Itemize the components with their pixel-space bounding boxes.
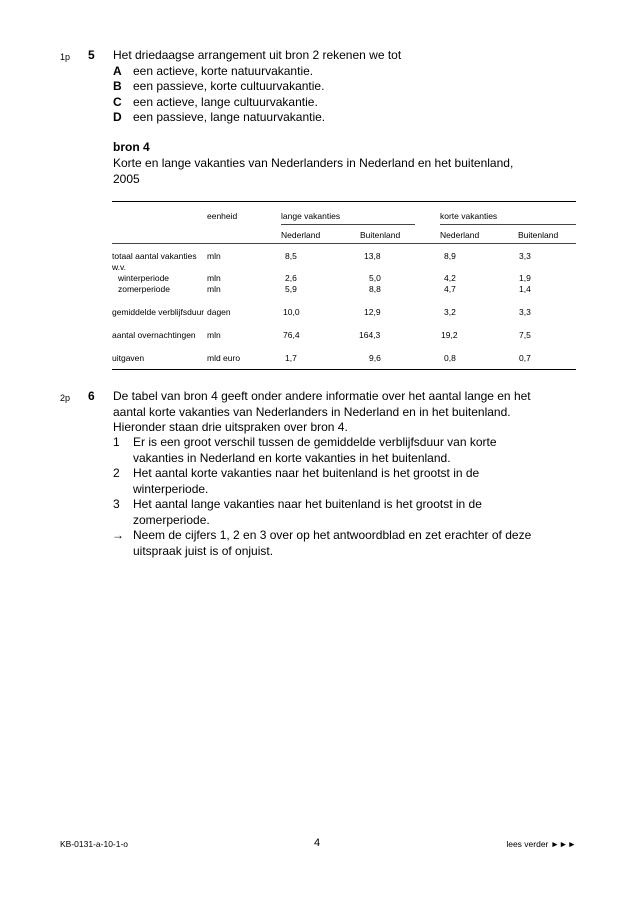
table-col-long-bl: Buitenland (360, 230, 401, 240)
q5-option-a-text: een actieve, korte natuurvakantie. (133, 64, 314, 78)
statement-1-line2: vakanties in Nederland en korte vakanties in het buitenland. (133, 451, 451, 465)
footer-exam-code: KB-0131-a-10-1-o (60, 839, 129, 849)
q5-option-b-letter: B (113, 79, 122, 93)
q6-intro-line1: De tabel van bron 4 geeft onder andere informatie over het aantal lange en het (113, 389, 531, 403)
row-unit-verblijfsduur: dagen (207, 307, 231, 317)
row-unit-winter: mln (207, 273, 221, 283)
source-title: bron 4 (113, 140, 150, 154)
table-cell: 4,7 (444, 284, 456, 294)
row-label-verblijfsduur: gemiddelde verblijfsduur (112, 307, 205, 317)
table-cell: 5,9 (285, 284, 297, 294)
row-label-zomer: zomerperiode (118, 284, 170, 294)
table-cell: 3,3 (519, 307, 531, 317)
row-unit-uitgaven: mld euro (207, 353, 241, 363)
statement-3-line1: Het aantal lange vakanties naar het buitenland is het grootst in de (133, 497, 482, 511)
row-unit-zomer: mln (207, 284, 221, 294)
q6-points: 2p (60, 393, 71, 403)
table-cell: 1,9 (519, 273, 531, 283)
table-cell: 8,9 (444, 251, 456, 261)
row-label-wv: w.v. (112, 262, 127, 272)
q5-option-c-text: een actieve, lange cultuurvakantie. (133, 95, 318, 109)
statement-2-line1: Het aantal korte vakanties naar het buitenland is het grootst in de (133, 466, 480, 480)
table-cell: 8,5 (285, 251, 297, 261)
source-caption-line2: 2005 (113, 172, 140, 186)
q5-stem: Het driedaagse arrangement uit bron 2 rekenen we tot (113, 48, 402, 62)
table-cell: 3,3 (519, 251, 531, 261)
row-label-winter: winterperiode (118, 273, 170, 283)
statement-2-line2: winterperiode. (133, 482, 209, 496)
q6-instruction-line2: uitspraak juist is of onjuist. (133, 544, 274, 558)
footer-page-number: 4 (314, 837, 321, 849)
table-cell: 3,2 (444, 307, 456, 317)
row-unit-overnachtingen: mln (207, 330, 221, 340)
q5-option-b-text: een passieve, korte cultuurvakantie. (133, 79, 325, 93)
statement-3-line2: zomerperiode. (133, 513, 210, 527)
q5-points: 1p (60, 52, 71, 62)
table-cell: 9,6 (369, 353, 381, 363)
table-cell: 19,2 (441, 330, 458, 340)
q5-option-d-letter: D (113, 110, 122, 124)
table-group-rule-short (440, 224, 576, 225)
table-header-rule (112, 243, 576, 244)
q6-number: 6 (88, 389, 95, 403)
statement-1-line1: Er is een groot verschil tussen de gemiddelde verblijfsduur van korte (133, 435, 497, 449)
table-top-rule (112, 201, 576, 202)
table-cell: 1,4 (519, 284, 531, 294)
table-cell: 5,0 (369, 273, 381, 283)
table-header-long: lange vakanties (281, 211, 341, 221)
table-cell: 76,4 (283, 330, 300, 340)
statement-2-number: 2 (113, 466, 120, 480)
statement-1-number: 1 (113, 435, 120, 449)
table-cell: 1,7 (285, 353, 297, 363)
q5-option-c-letter: C (113, 95, 122, 109)
table-cell: 10,0 (283, 307, 300, 317)
table-col-long-nl: Nederland (281, 230, 321, 240)
table-cell: 2,6 (285, 273, 297, 283)
row-label-totaal: totaal aantal vakanties (112, 251, 197, 261)
q5-option-d-text: een passieve, lange natuurvakantie. (133, 110, 326, 124)
arrow-icon: → (112, 528, 124, 542)
table-cell: 0,8 (444, 353, 456, 363)
row-unit-totaal: mln (207, 251, 221, 261)
table-header-unit: eenheid (207, 211, 238, 221)
q6-instruction-line1: Neem de cijfers 1, 2 en 3 over op het antwoordblad en zet erachter of deze (133, 528, 532, 542)
table-cell: 164,3 (359, 330, 381, 340)
q6-intro-line3: Hieronder staan drie uitspraken over bron 4. (113, 420, 348, 434)
table-cell: 13,8 (364, 251, 381, 261)
source-caption-line1: Korte en lange vakanties van Nederlanders in Nederland en het buitenland, (113, 156, 514, 170)
q5-option-a-letter: A (113, 64, 122, 78)
q6-intro-line2: aantal korte vakanties van Nederlanders in Nederland en in het buitenland. (113, 405, 511, 419)
table-cell: 12,9 (364, 307, 381, 317)
row-label-uitgaven: uitgaven (112, 353, 145, 363)
table-col-short-nl: Nederland (440, 230, 480, 240)
table-bottom-rule (112, 369, 576, 370)
table-header-short: korte vakanties (440, 211, 498, 221)
table-group-rule-long (281, 224, 415, 225)
row-label-overnachtingen: aantal overnachtingen (112, 330, 196, 340)
statement-3-number: 3 (113, 497, 120, 511)
table-cell: 8,8 (369, 284, 381, 294)
q5-number: 5 (88, 48, 95, 62)
table-cell: 4,2 (444, 273, 456, 283)
table-cell: 7,5 (519, 330, 531, 340)
table-col-short-bl: Buitenland (518, 230, 559, 240)
footer-next-page: lees verder ►►► (506, 839, 576, 849)
table-cell: 0,7 (519, 353, 531, 363)
